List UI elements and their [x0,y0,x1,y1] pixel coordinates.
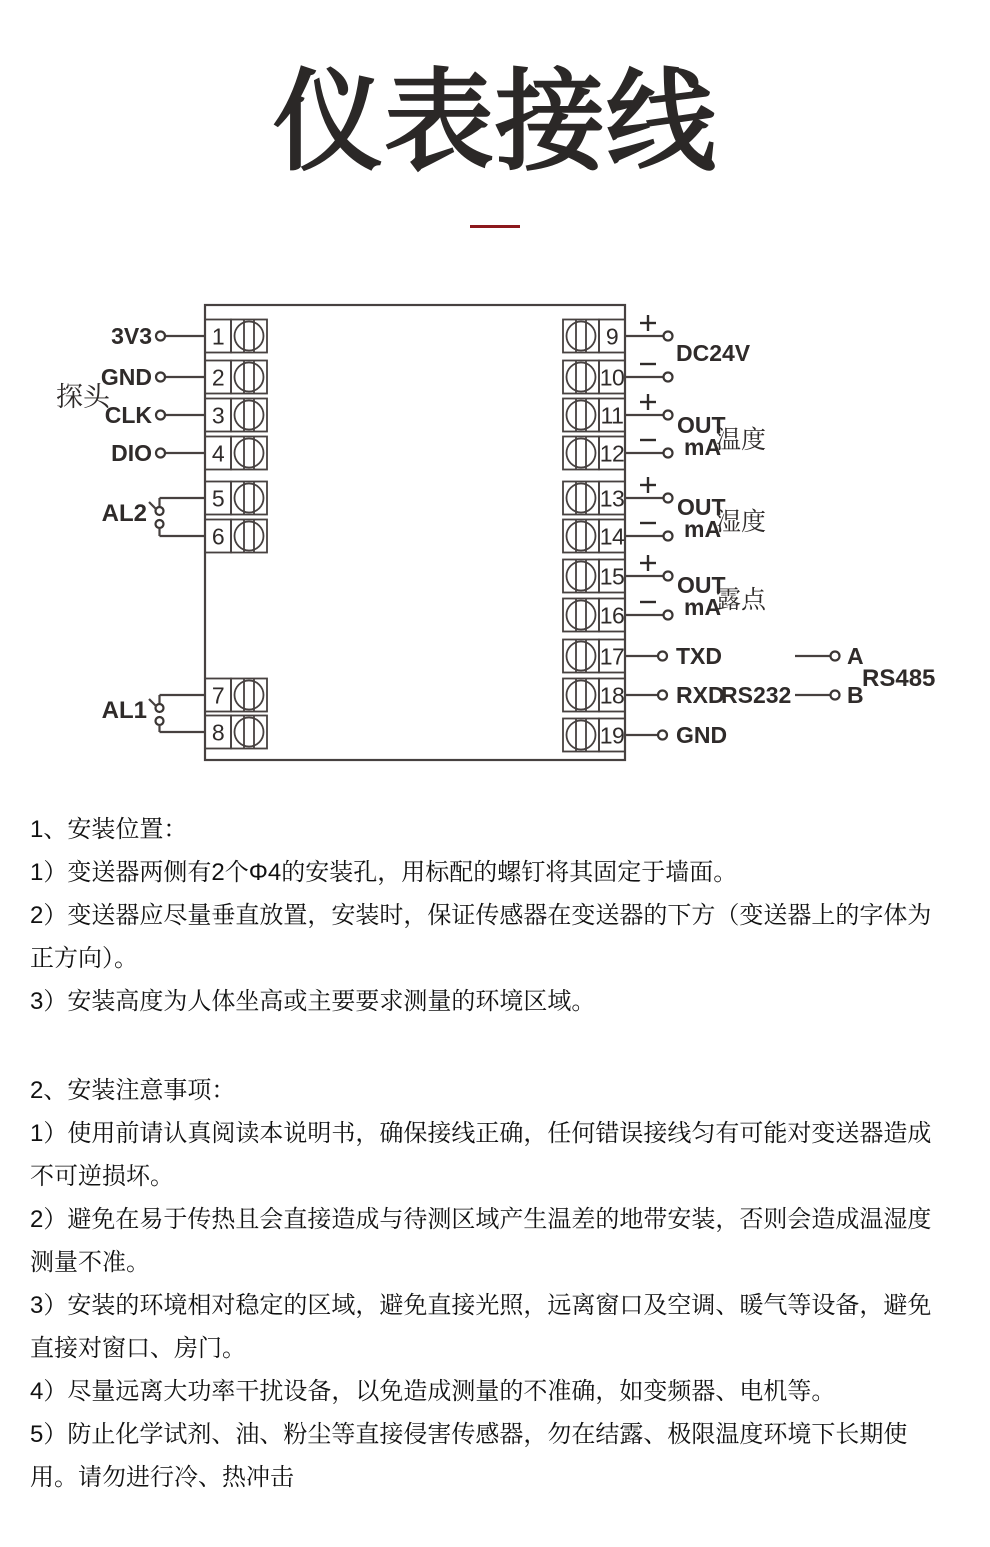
screw-icon [231,716,267,749]
out-temp-wires [625,394,673,458]
rs232-label: RS232 [721,682,792,708]
screw-icon [563,640,599,673]
screw-icon [563,399,599,432]
pin-number: 8 [211,719,225,746]
output-name-temp: 温度 [716,426,767,454]
screw-icon [563,320,599,353]
screw-icon [563,599,599,632]
pin-label-gnd: GND [100,364,152,390]
pin-number: 13 [599,485,625,512]
switch-lever [149,699,157,707]
plus-sign [640,394,656,410]
section-install-notes [30,1069,940,1499]
wiring-diagram-svg [0,290,990,790]
terminal-19 [563,719,625,752]
wire-node [156,411,165,420]
pin-number: 7 [211,682,225,709]
terminal-15 [563,560,625,593]
switch-lever [149,502,157,510]
pin-number: 16 [599,602,625,629]
serial-wires [625,652,667,740]
terminal-10 [563,361,625,394]
terminal-2 [205,361,267,394]
rs485-wires [795,652,840,700]
contact-node [156,520,164,528]
pin-number: 17 [599,643,625,670]
pin-label-3v3: 3V3 [111,323,152,349]
section-heading: 1、安装位置： [30,816,188,843]
terminal-11 [563,399,625,432]
screw-icon [231,437,267,470]
output-name-dew: 露点 [716,586,767,614]
rs485-a-label: A [847,643,864,669]
power-wires [625,315,673,382]
contact-node [156,717,164,725]
plus-sign [640,315,656,331]
instruction-item: 3）安装的环境相对稳定的区域，避免直接光照，远离窗口及空调、暖气等设备，避免直接对窗口、房门。 [30,1292,932,1362]
terminal-6 [205,520,267,553]
wire-node [156,449,165,458]
pin-number: 18 [599,682,625,709]
screw-icon [231,399,267,432]
instructions [0,790,990,1499]
rs485-label: RS485 [862,665,936,692]
unit-label: mA [684,516,722,542]
instruction-item: 2）变送器应尽量垂直放置，安装时，保证传感器在变送器的下方（变送器上的字体为正方向）。 [30,902,932,972]
unit-label: mA [684,434,722,460]
wire-node [156,373,165,382]
device-box [205,305,625,760]
terminal-3 [205,399,267,432]
screw-icon [563,679,599,712]
instruction-item: 1）使用前请认真阅读本说明书，确保接线正确，任何错误接线匀有可能对变送器造成不可逆损坏。 [30,1120,932,1190]
screw-icon [563,520,599,553]
al1-switch [149,695,205,732]
output-name-humi: 湿度 [716,508,767,536]
rs485-b-label: B [847,682,864,708]
screw-icon [231,520,267,553]
instruction-item: 5）防止化学试剂、油、粉尘等直接侵害传感器，勿在结露、极限温度环境下长期使用。请勿进行冷、热冲击 [30,1421,908,1491]
al2-label: AL2 [101,500,147,527]
screw-icon [231,320,267,353]
pin-number: 12 [599,440,625,467]
instruction-item: 2）避免在易于传热且会直接造成与待测区域产生温差的地带安装，否则会造成温湿度测量不准。 [30,1206,932,1276]
pin-number: 1 [211,323,225,350]
pin-number: 2 [211,364,225,391]
out-humi-wires [625,477,673,541]
screw-icon [563,560,599,593]
terminal-12 [563,437,625,470]
terminal-9 [563,320,625,353]
page-header [0,0,990,290]
instruction-item: 3）安装高度为人体坐高或主要要求测量的环境区域。 [30,988,596,1015]
out-dew-wires [625,555,673,620]
section-install-position [30,808,940,1023]
page-title: 仪表接线 [273,61,717,184]
terminal-7 [205,679,267,712]
screw-icon [231,361,267,394]
terminal-17 [563,640,625,673]
terminal-4 [205,437,267,470]
screw-icon [563,437,599,470]
instruction-item: 1）变送器两侧有2个Φ4的安装孔，用标配的螺钉将其固定于墙面。 [30,859,738,886]
pin-number: 15 [599,563,625,590]
txd-label: TXD [676,643,722,669]
rxd-label: RXD [676,682,725,708]
out-label: OUT [677,494,726,520]
power-label: DC24V [676,340,751,366]
pin-number: 11 [600,402,624,429]
terminal-5 [205,482,267,515]
out-label: OUT [677,412,726,438]
terminal-18 [563,679,625,712]
pin-number: 6 [211,523,225,550]
terminal-1 [205,320,267,353]
instruction-item: 4）尽量远离大功率干扰设备，以免造成测量的不准确，如变频器、电机等。 [30,1378,836,1405]
section-heading: 2、安装注意事项： [30,1077,236,1104]
screw-icon [563,361,599,394]
wiring-diagram [0,290,990,790]
plus-sign [640,477,656,493]
pin-number: 14 [599,523,625,550]
terminal-16 [563,599,625,632]
pin-number: 4 [211,440,225,467]
serial-gnd-label: GND [676,722,728,748]
pin-number: 5 [211,485,225,512]
probe-group-label: 探头 [56,382,110,412]
pin-label-clk: CLK [104,402,152,428]
probe-wires [156,332,205,458]
terminal-8 [205,716,267,749]
al1-label: AL1 [101,697,147,724]
pin-number: 9 [605,323,619,350]
al2-switch [149,498,205,536]
pin-number: 19 [599,722,625,749]
wire-node [156,332,165,341]
out-label: OUT [677,572,726,598]
plus-sign [640,555,656,571]
pin-label-dio: DIO [111,440,152,466]
red-divider [470,225,520,228]
screw-icon [231,679,267,712]
pin-number: 3 [211,402,225,429]
screw-icon [231,482,267,515]
screw-icon [563,719,599,752]
screw-icon [563,482,599,515]
unit-label: mA [684,594,722,620]
terminal-13 [563,482,625,515]
terminal-14 [563,520,625,553]
pin-number: 10 [599,364,625,391]
